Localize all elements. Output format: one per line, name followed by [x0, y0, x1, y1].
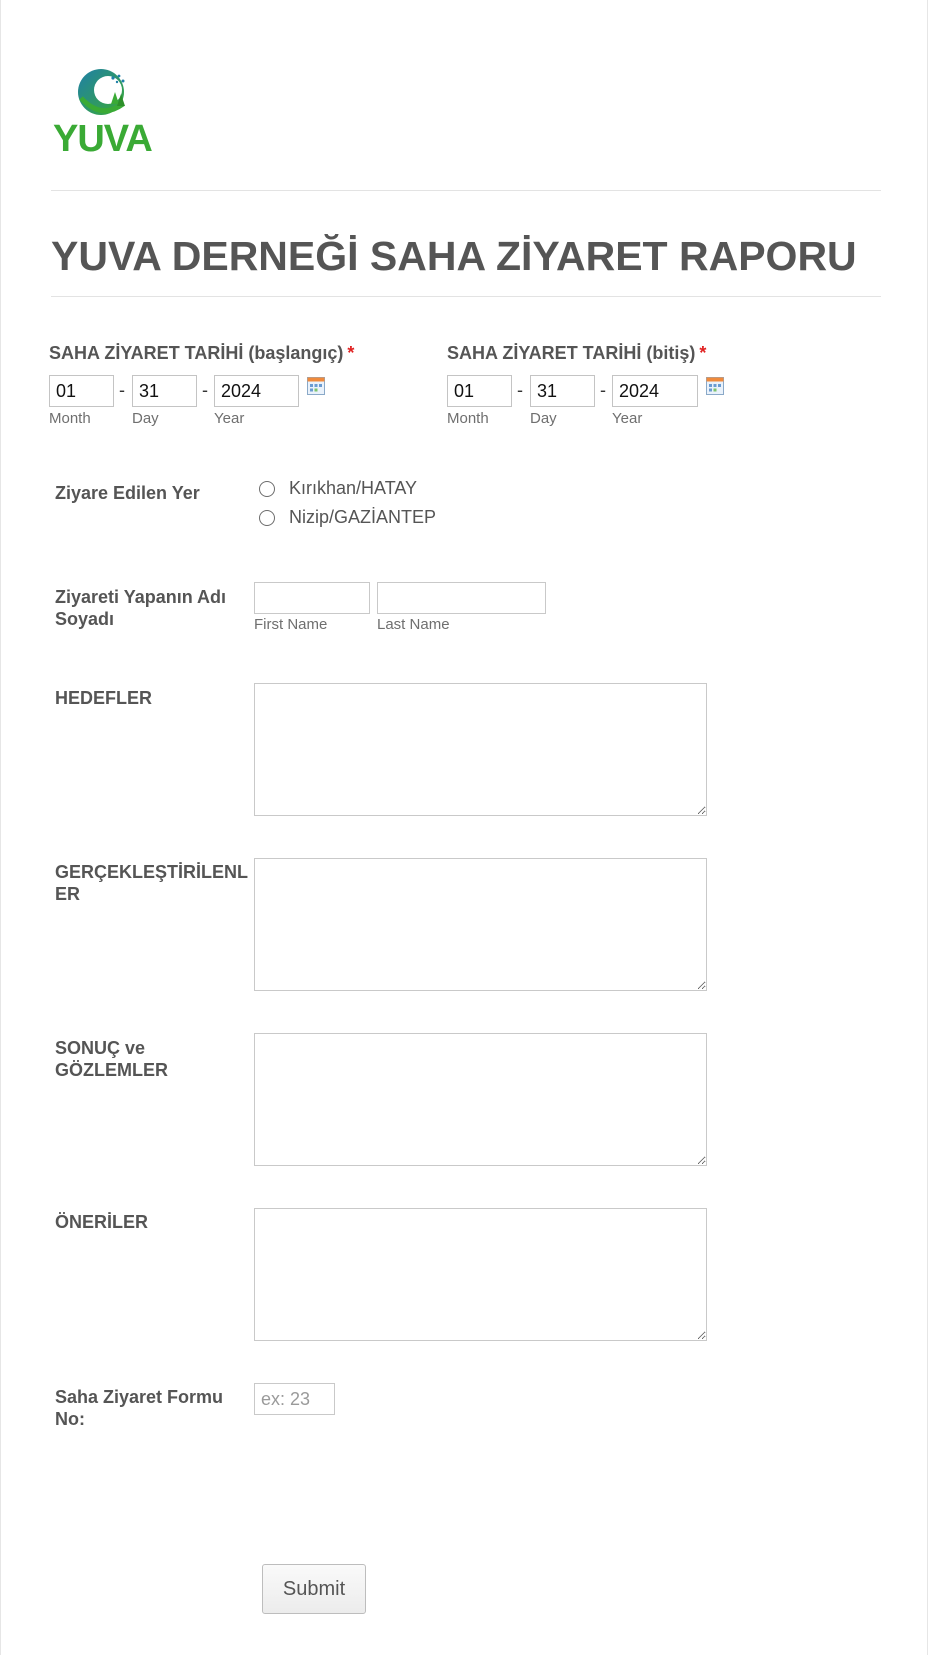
date-end-year-sublabel: Year [612, 410, 643, 427]
first-name-sublabel: First Name [254, 616, 328, 633]
radio-button[interactable] [259, 481, 275, 497]
visitor-name-label: Ziyareti Yapanın Adı Soyadı [55, 587, 227, 629]
date-separator: - [600, 380, 606, 400]
first-name-input[interactable] [254, 582, 370, 614]
date-start-label [49, 343, 354, 364]
date-end-year-input[interactable] [612, 375, 698, 407]
radio-option-kirikhan[interactable] [259, 478, 417, 499]
last-name-sublabel: Last Name [377, 616, 450, 633]
date-start-month-sublabel: Month [49, 410, 91, 427]
radio-option-label: Kırıkhan/HATAY [289, 478, 418, 498]
header-divider-bottom [51, 296, 881, 297]
date-start-year-sublabel: Year [214, 410, 245, 427]
calendar-icon[interactable] [307, 377, 325, 395]
logo-text: YUVA [53, 118, 152, 160]
suggestions-textarea[interactable] [254, 1208, 707, 1341]
date-separator: - [202, 380, 208, 400]
radio-button[interactable] [259, 510, 275, 526]
submit-button[interactable]: Submit [262, 1564, 366, 1614]
date-end-day-input[interactable] [530, 375, 595, 407]
results-textarea[interactable] [254, 1033, 707, 1166]
suggestions-label: ÖNERİLER [55, 1212, 149, 1232]
date-end-month-sublabel: Month [447, 410, 489, 427]
goals-textarea[interactable] [254, 683, 707, 816]
accomplished-textarea[interactable] [254, 858, 707, 991]
results-label: SONUÇ ve GÖZLEMLER [55, 1038, 168, 1080]
goals-label: HEDEFLER [55, 688, 153, 708]
last-name-input[interactable] [377, 582, 546, 614]
form-title: YUVA DERNEĞİ SAHA ZİYARET RAPORU [51, 233, 857, 279]
globe-tree-icon [53, 68, 153, 124]
required-mark: * [347, 343, 355, 363]
form-number-label: Saha Ziyaret Formu No: [55, 1387, 224, 1429]
radio-option-label: Nizip/GAZİANTEP [289, 507, 437, 527]
date-start-day-input[interactable] [132, 375, 197, 407]
date-end-month-input[interactable] [447, 375, 512, 407]
accomplished-label: GERÇEKLEŞTİRİLENLER [55, 862, 249, 904]
date-end-day-sublabel: Day [530, 410, 557, 427]
date-end-label-text: SAHA ZİYARET TARİHİ (bitiş) [447, 343, 696, 363]
calendar-icon[interactable] [706, 377, 724, 395]
date-start-month-input[interactable] [49, 375, 114, 407]
date-start-label-text: SAHA ZİYARET TARİHİ (başlangıç) [49, 343, 344, 363]
date-start-year-input[interactable] [214, 375, 299, 407]
required-mark: * [699, 343, 707, 363]
date-separator: - [119, 380, 125, 400]
form-number-input[interactable] [254, 1383, 335, 1415]
date-separator: - [517, 380, 523, 400]
yuva-logo [53, 68, 153, 160]
header-divider-top [51, 190, 881, 191]
date-start-day-sublabel: Day [132, 410, 159, 427]
date-end-label [447, 343, 706, 364]
radio-option-nizip[interactable] [259, 507, 436, 528]
visited-place-label: Ziyare Edilen Yer [55, 483, 200, 503]
